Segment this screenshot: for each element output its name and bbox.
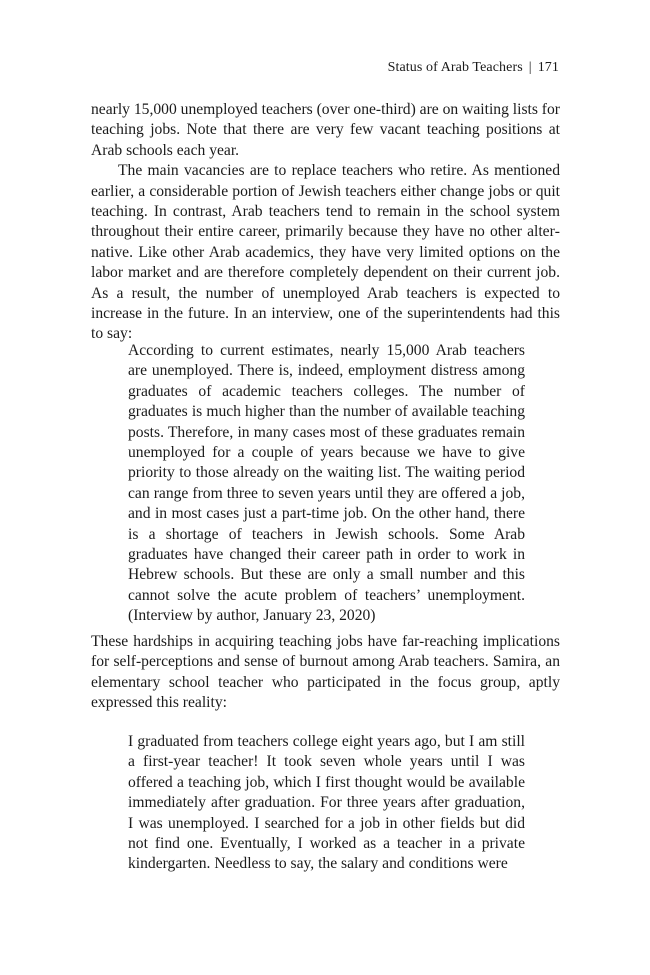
block-quote-samira: I graduated from teachers college eight years ago, but I am still a first-year teacher! It took seven whole years until I was offered a teaching job, which I first thought would be available immediately after graduation. For three years after graduation, I was unemployed. I searched for a job in other fields but did not find one. Eventually, I worked as a teacher in a private kindergarten. Needless to say, the salary and conditions were	[128, 733, 525, 873]
paragraph-continued: nearly 15,000 unemployed teachers (over one-third) are on waiting lists for teaching jobs. Note that there are very few vacant teaching positions at Arab schools each year.	[91, 101, 560, 159]
running-header	[388, 60, 559, 76]
paragraph-vacancies: The main vacancies are to replace teachers who retire. As mentioned earlier, a considerable portion of Jewish teachers either change jobs or quit teaching. In contrast, Arab teachers tend to remain in the school system throughout their entire career, primarily because they have no other alternative. Like other Arab academics, they have very limited options on the labor market and are therefore completely dependent on their current job. As a result, the number of unemployed Arab teachers is expected to increase in the future. In an interview, one of the superintendents had this to say:	[91, 162, 560, 343]
body-text-top	[91, 100, 560, 345]
paragraph-hardships: These hardships in acquiring teaching jobs have far-reaching implications for self-perceptions and sense of burnout among Arab teachers. Samira, an elementary school teacher who participated in the focus group, aptly expressed this reality:	[91, 633, 560, 712]
block-quote-superintendent: According to current estimates, nearly 15,000 Arab teachers are unemployed. There is, indeed, employment distress among graduates of academic teachers colleges. The number of graduates is much higher than the number of available teaching posts. Therefore, in many cases most of these graduates remain unemployed for a couple of years because we have to give priority to those already on the waiting list. The waiting period can range from three to seven years until they are offered a job, and in most cases just a part-time job. On the other hand, there is a shortage of teachers in Jewish schools. Some Arab graduates have changed their career path in order to work in Hebrew schools. But these are only a small number and this cannot solve the acute problem of teachers’ unemployment. (Interview by author, January 23, 2020)	[128, 342, 525, 625]
header-separator: |	[528, 60, 532, 75]
running-title: Status of Arab Teachers	[387, 60, 523, 75]
page-number: 171	[537, 60, 559, 75]
